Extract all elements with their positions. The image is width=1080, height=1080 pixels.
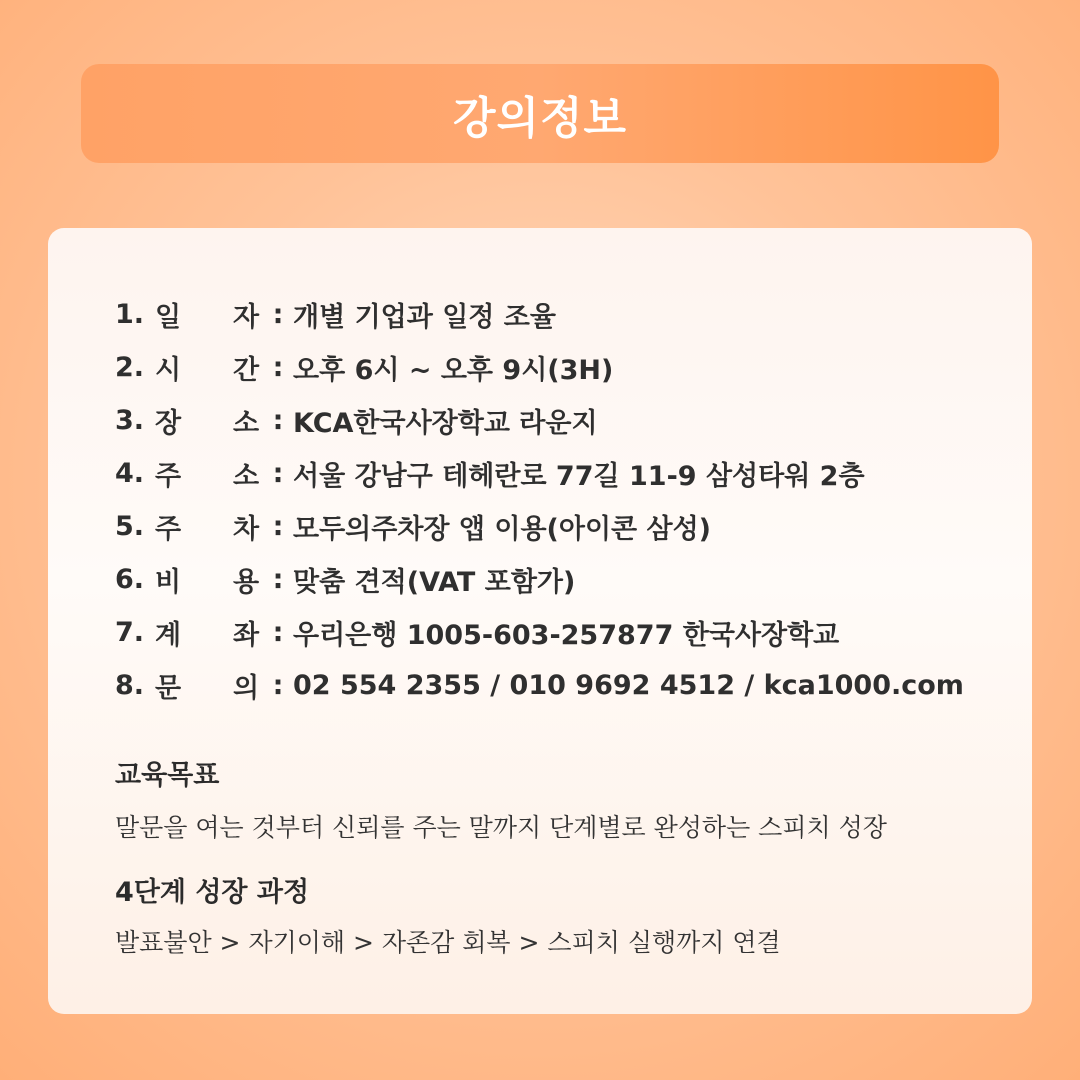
info-number: 6. [115, 564, 145, 595]
info-number: 3. [115, 405, 145, 436]
info-value: 모두의주차장 앱 이용(아이콘 삼성) [293, 514, 712, 545]
info-value: 서울 강남구 테헤란로 77길 11-9 삼성타워 2층 [293, 461, 865, 492]
goal-heading: 교육목표 [115, 760, 220, 791]
info-colon: : [272, 405, 284, 436]
info-number: 4. [115, 458, 145, 489]
info-colon: : [272, 458, 284, 489]
info-number: 7. [115, 617, 145, 648]
info-label-second: 소 [233, 408, 260, 439]
info-card [48, 228, 1032, 1014]
info-value: 우리은행 1005-603-257877 한국사장학교 [293, 620, 840, 651]
info-label-first: 장 [155, 408, 182, 439]
info-label-first: 시 [155, 355, 182, 386]
info-value: 오후 6시 ~ 오후 9시(3H) [293, 355, 614, 386]
info-label-second: 의 [233, 673, 260, 704]
info-row-cost [115, 553, 964, 606]
info-row-contact [115, 659, 964, 712]
info-number: 5. [115, 511, 145, 542]
info-row-account [115, 606, 964, 659]
info-colon: : [272, 564, 284, 595]
info-value: 02 554 2355 / 010 9692 4512 / kca1000.com [293, 670, 964, 701]
info-label-first: 계 [155, 620, 182, 651]
title-banner [81, 64, 999, 163]
info-label-first: 주 [155, 461, 182, 492]
info-row-address [115, 447, 964, 500]
info-colon: : [272, 511, 284, 542]
info-number: 8. [115, 670, 145, 701]
info-label-first: 비 [155, 567, 182, 598]
info-value: 개별 기업과 일정 조율 [293, 302, 556, 333]
info-row-parking [115, 500, 964, 553]
info-label-first: 주 [155, 514, 182, 545]
info-row-time [115, 341, 964, 394]
info-value: KCA한국사장학교 라운지 [293, 408, 598, 439]
info-label-second: 소 [233, 461, 260, 492]
info-value: 맞춤 견적(VAT 포함가) [293, 567, 576, 598]
info-number: 2. [115, 352, 145, 383]
goal-text: 말문을 여는 것부터 신뢰를 주는 말까지 단계별로 완성하는 스피치 성장 [115, 813, 887, 842]
info-colon: : [272, 670, 284, 701]
info-label-second: 자 [233, 302, 260, 333]
info-row-venue [115, 394, 964, 447]
info-label-second: 간 [233, 355, 260, 386]
info-label-second: 좌 [233, 620, 260, 651]
info-row-date [115, 288, 964, 341]
info-label-first: 문 [155, 673, 182, 704]
info-colon: : [272, 299, 284, 330]
info-label-second: 차 [233, 514, 260, 545]
steps-heading: 4단계 성장 과정 [115, 877, 310, 908]
page-title: 강의정보 [452, 92, 627, 144]
info-label-second: 용 [233, 567, 260, 598]
info-list [115, 288, 964, 712]
steps-text: 발표불안 > 자기이해 > 자존감 회복 > 스피치 실행까지 연결 [115, 928, 781, 957]
info-colon: : [272, 352, 284, 383]
info-colon: : [272, 617, 284, 648]
info-label-first: 일 [155, 302, 182, 333]
info-number: 1. [115, 299, 145, 330]
